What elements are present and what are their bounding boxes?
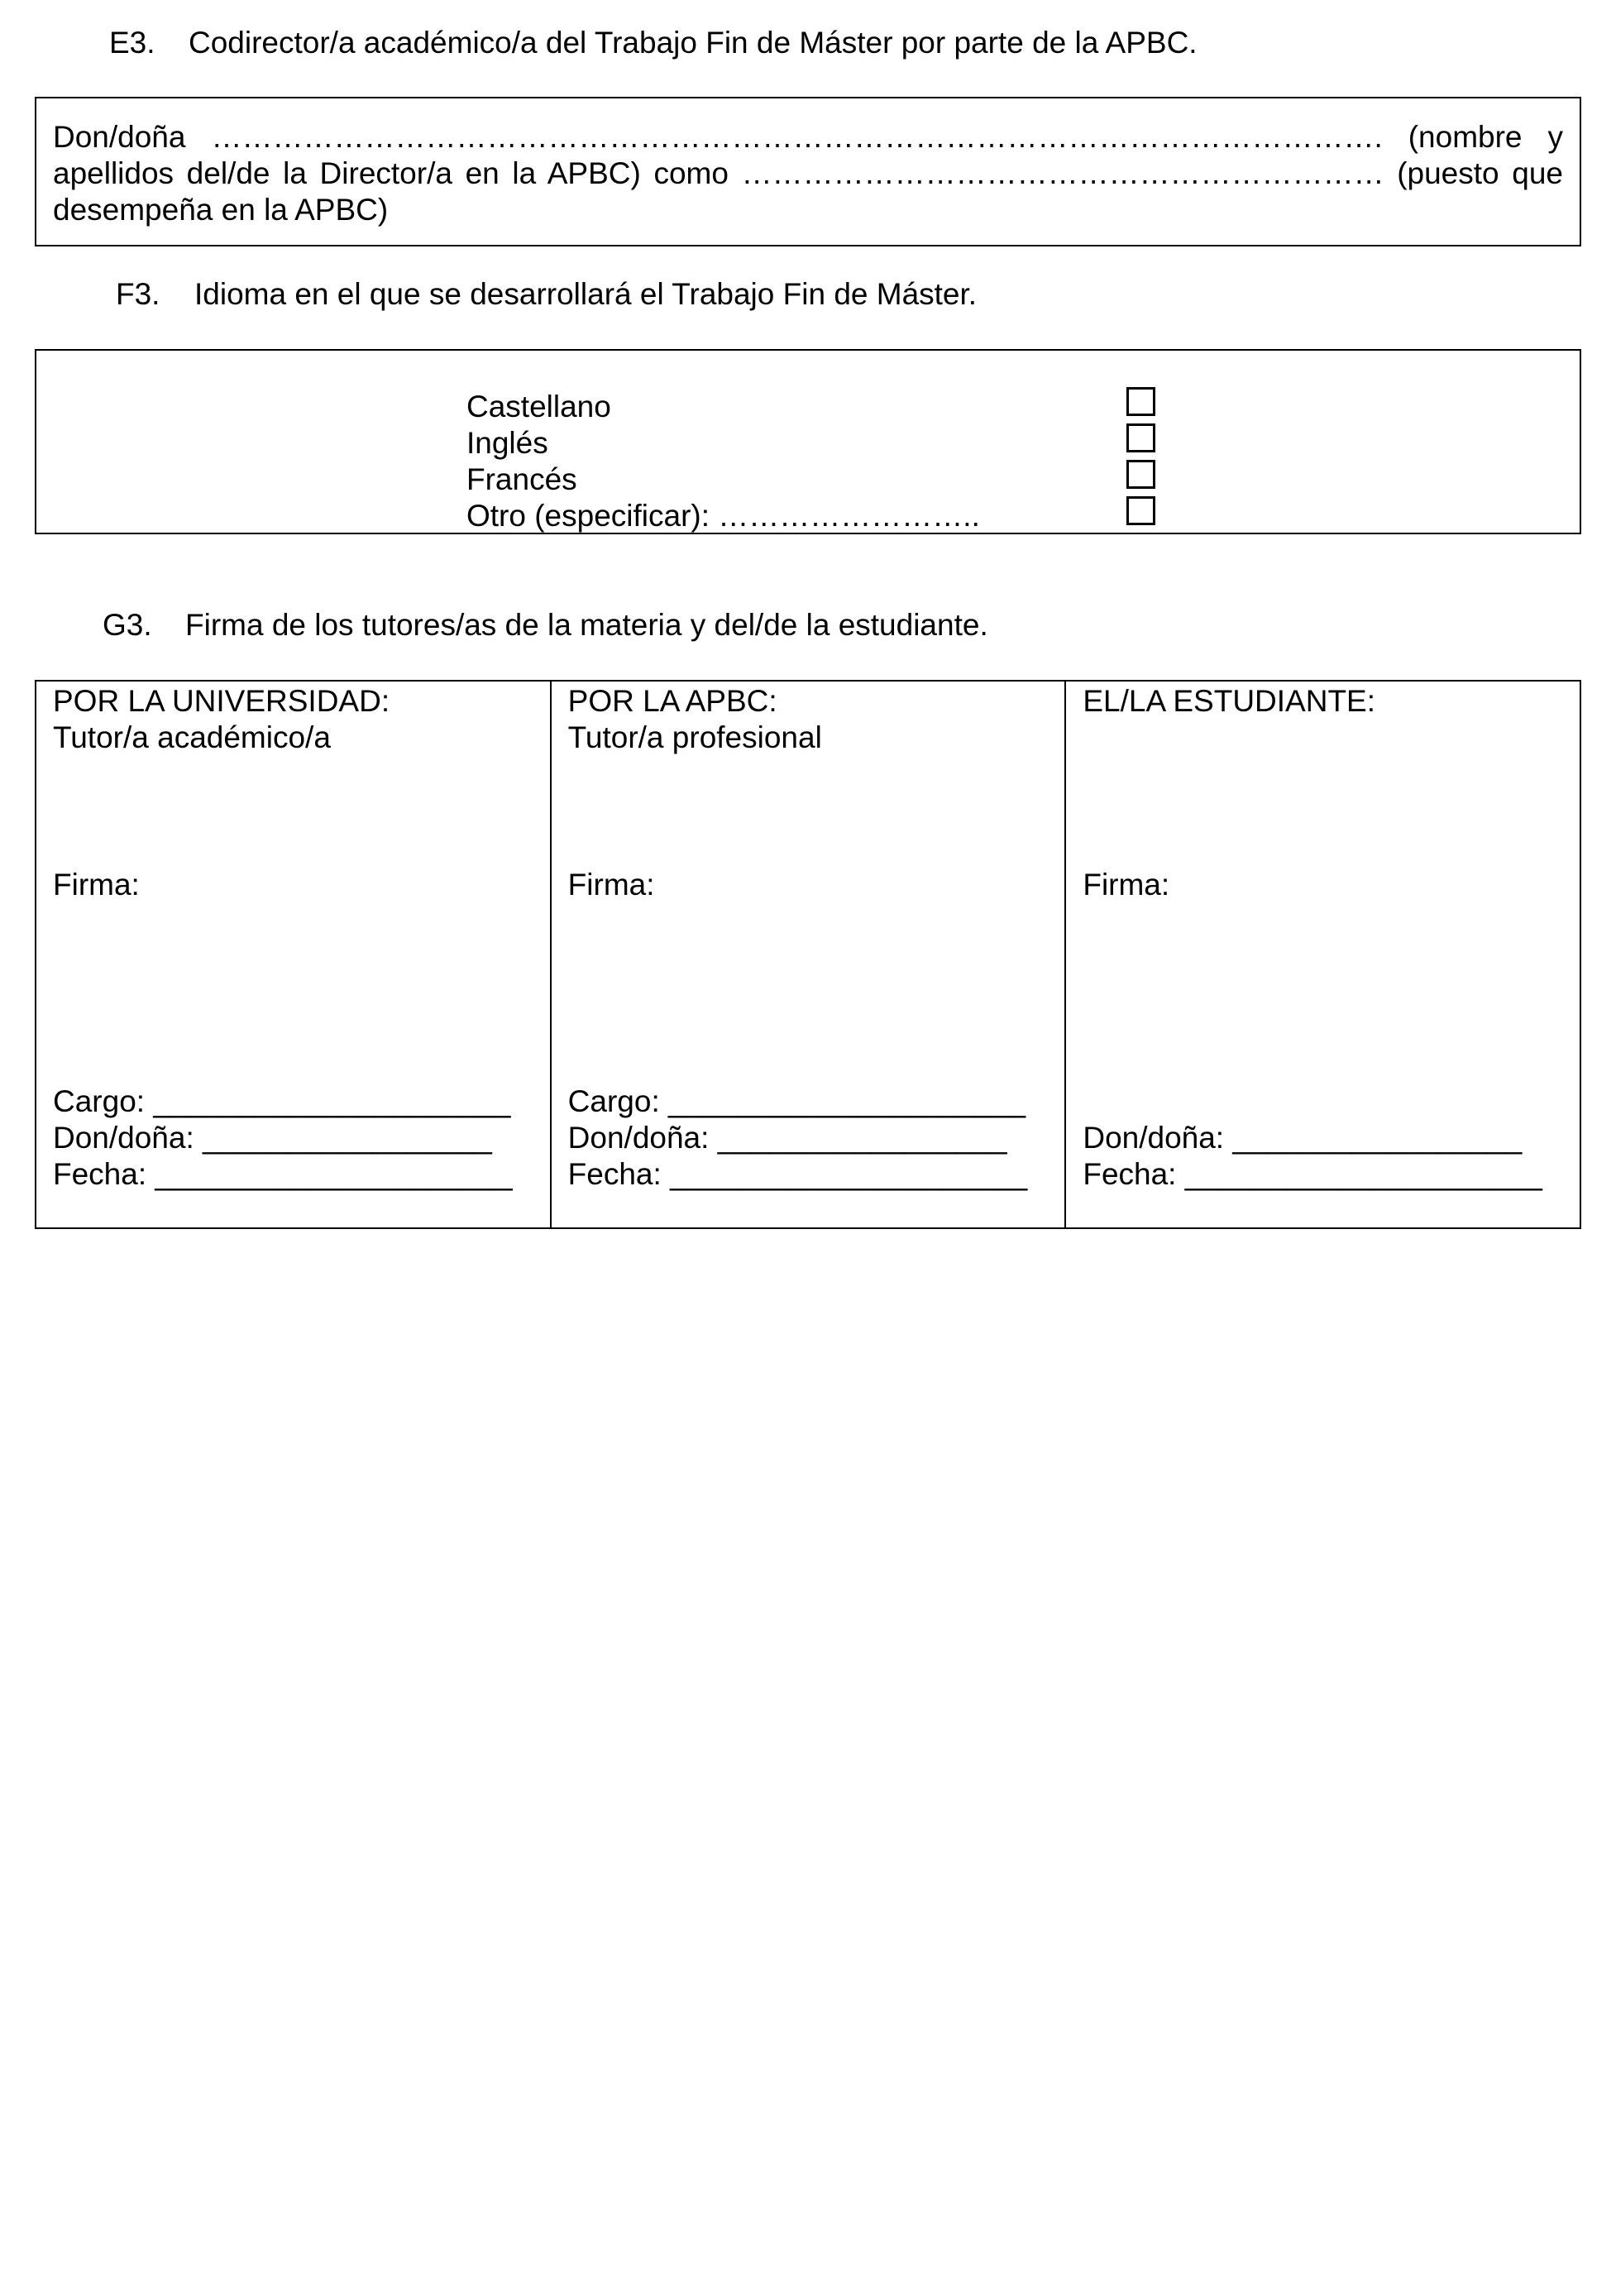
codirector-box xyxy=(35,97,1581,246)
section-e3-title: Codirector/a académico/a del Trabajo Fin de Máster por parte de la APBC. xyxy=(189,26,1198,60)
section-e3-heading xyxy=(109,25,1198,61)
firma-label: Firma: xyxy=(567,868,655,902)
section-e3-number: E3. xyxy=(109,26,155,60)
column-subheader: Tutor/a académico/a xyxy=(53,720,331,754)
section-f3-heading xyxy=(116,276,977,313)
section-g3-title: Firma de los tutores/as de la materia y del/de la estudiante. xyxy=(185,608,988,642)
language-option-label: Francés xyxy=(466,462,577,496)
signature-column-estudiante xyxy=(1064,682,1580,1227)
signature-column-apbc xyxy=(550,682,1065,1227)
cargo-field[interactable]: Cargo: _____________________ xyxy=(53,1084,511,1118)
fecha-field[interactable]: Fecha: _____________________ xyxy=(53,1157,513,1191)
don-field[interactable]: Don/doña: _________________ xyxy=(1083,1121,1523,1155)
codirector-text: Don/doña ……………………………………………………………………………………………………. (nombre y apellidos del/de la Director/a en la APBC) como ……………………………………………………… (puesto que desempeña en la APBC) xyxy=(53,120,1563,227)
fecha-field[interactable]: Fecha: _____________________ xyxy=(1083,1157,1542,1191)
language-option-label: Otro (especificar): …………………….. xyxy=(466,499,980,533)
language-option-label: Inglés xyxy=(466,426,548,460)
column-header: POR LA UNIVERSIDAD: xyxy=(53,684,390,718)
section-f3-number: F3. xyxy=(116,277,160,311)
section-f3-title: Idioma en el que se desarrollará el Trabajo Fin de Máster. xyxy=(194,277,978,311)
checkbox-frances[interactable] xyxy=(1126,460,1155,489)
column-header: EL/LA ESTUDIANTE: xyxy=(1083,684,1376,718)
checkbox-otro[interactable] xyxy=(1126,496,1155,525)
cargo-field[interactable]: Cargo: _____________________ xyxy=(567,1084,1026,1118)
checkbox-castellano[interactable] xyxy=(1126,387,1155,416)
language-option-label: Castellano xyxy=(466,390,611,423)
don-field[interactable]: Don/doña: _________________ xyxy=(567,1121,1007,1155)
firma-label: Firma: xyxy=(1083,868,1170,902)
column-subheader: Tutor/a profesional xyxy=(567,720,822,754)
section-g3-number: G3. xyxy=(103,608,152,642)
section-g3-heading xyxy=(103,607,988,643)
language-box xyxy=(35,349,1581,534)
firma-label: Firma: xyxy=(53,868,140,902)
don-field[interactable]: Don/doña: _________________ xyxy=(53,1121,492,1155)
signature-column-universidad xyxy=(36,682,550,1227)
signature-table xyxy=(35,680,1581,1229)
fecha-field[interactable]: Fecha: _____________________ xyxy=(567,1157,1028,1191)
checkbox-ingles[interactable] xyxy=(1126,423,1155,452)
column-header: POR LA APBC: xyxy=(567,684,777,718)
